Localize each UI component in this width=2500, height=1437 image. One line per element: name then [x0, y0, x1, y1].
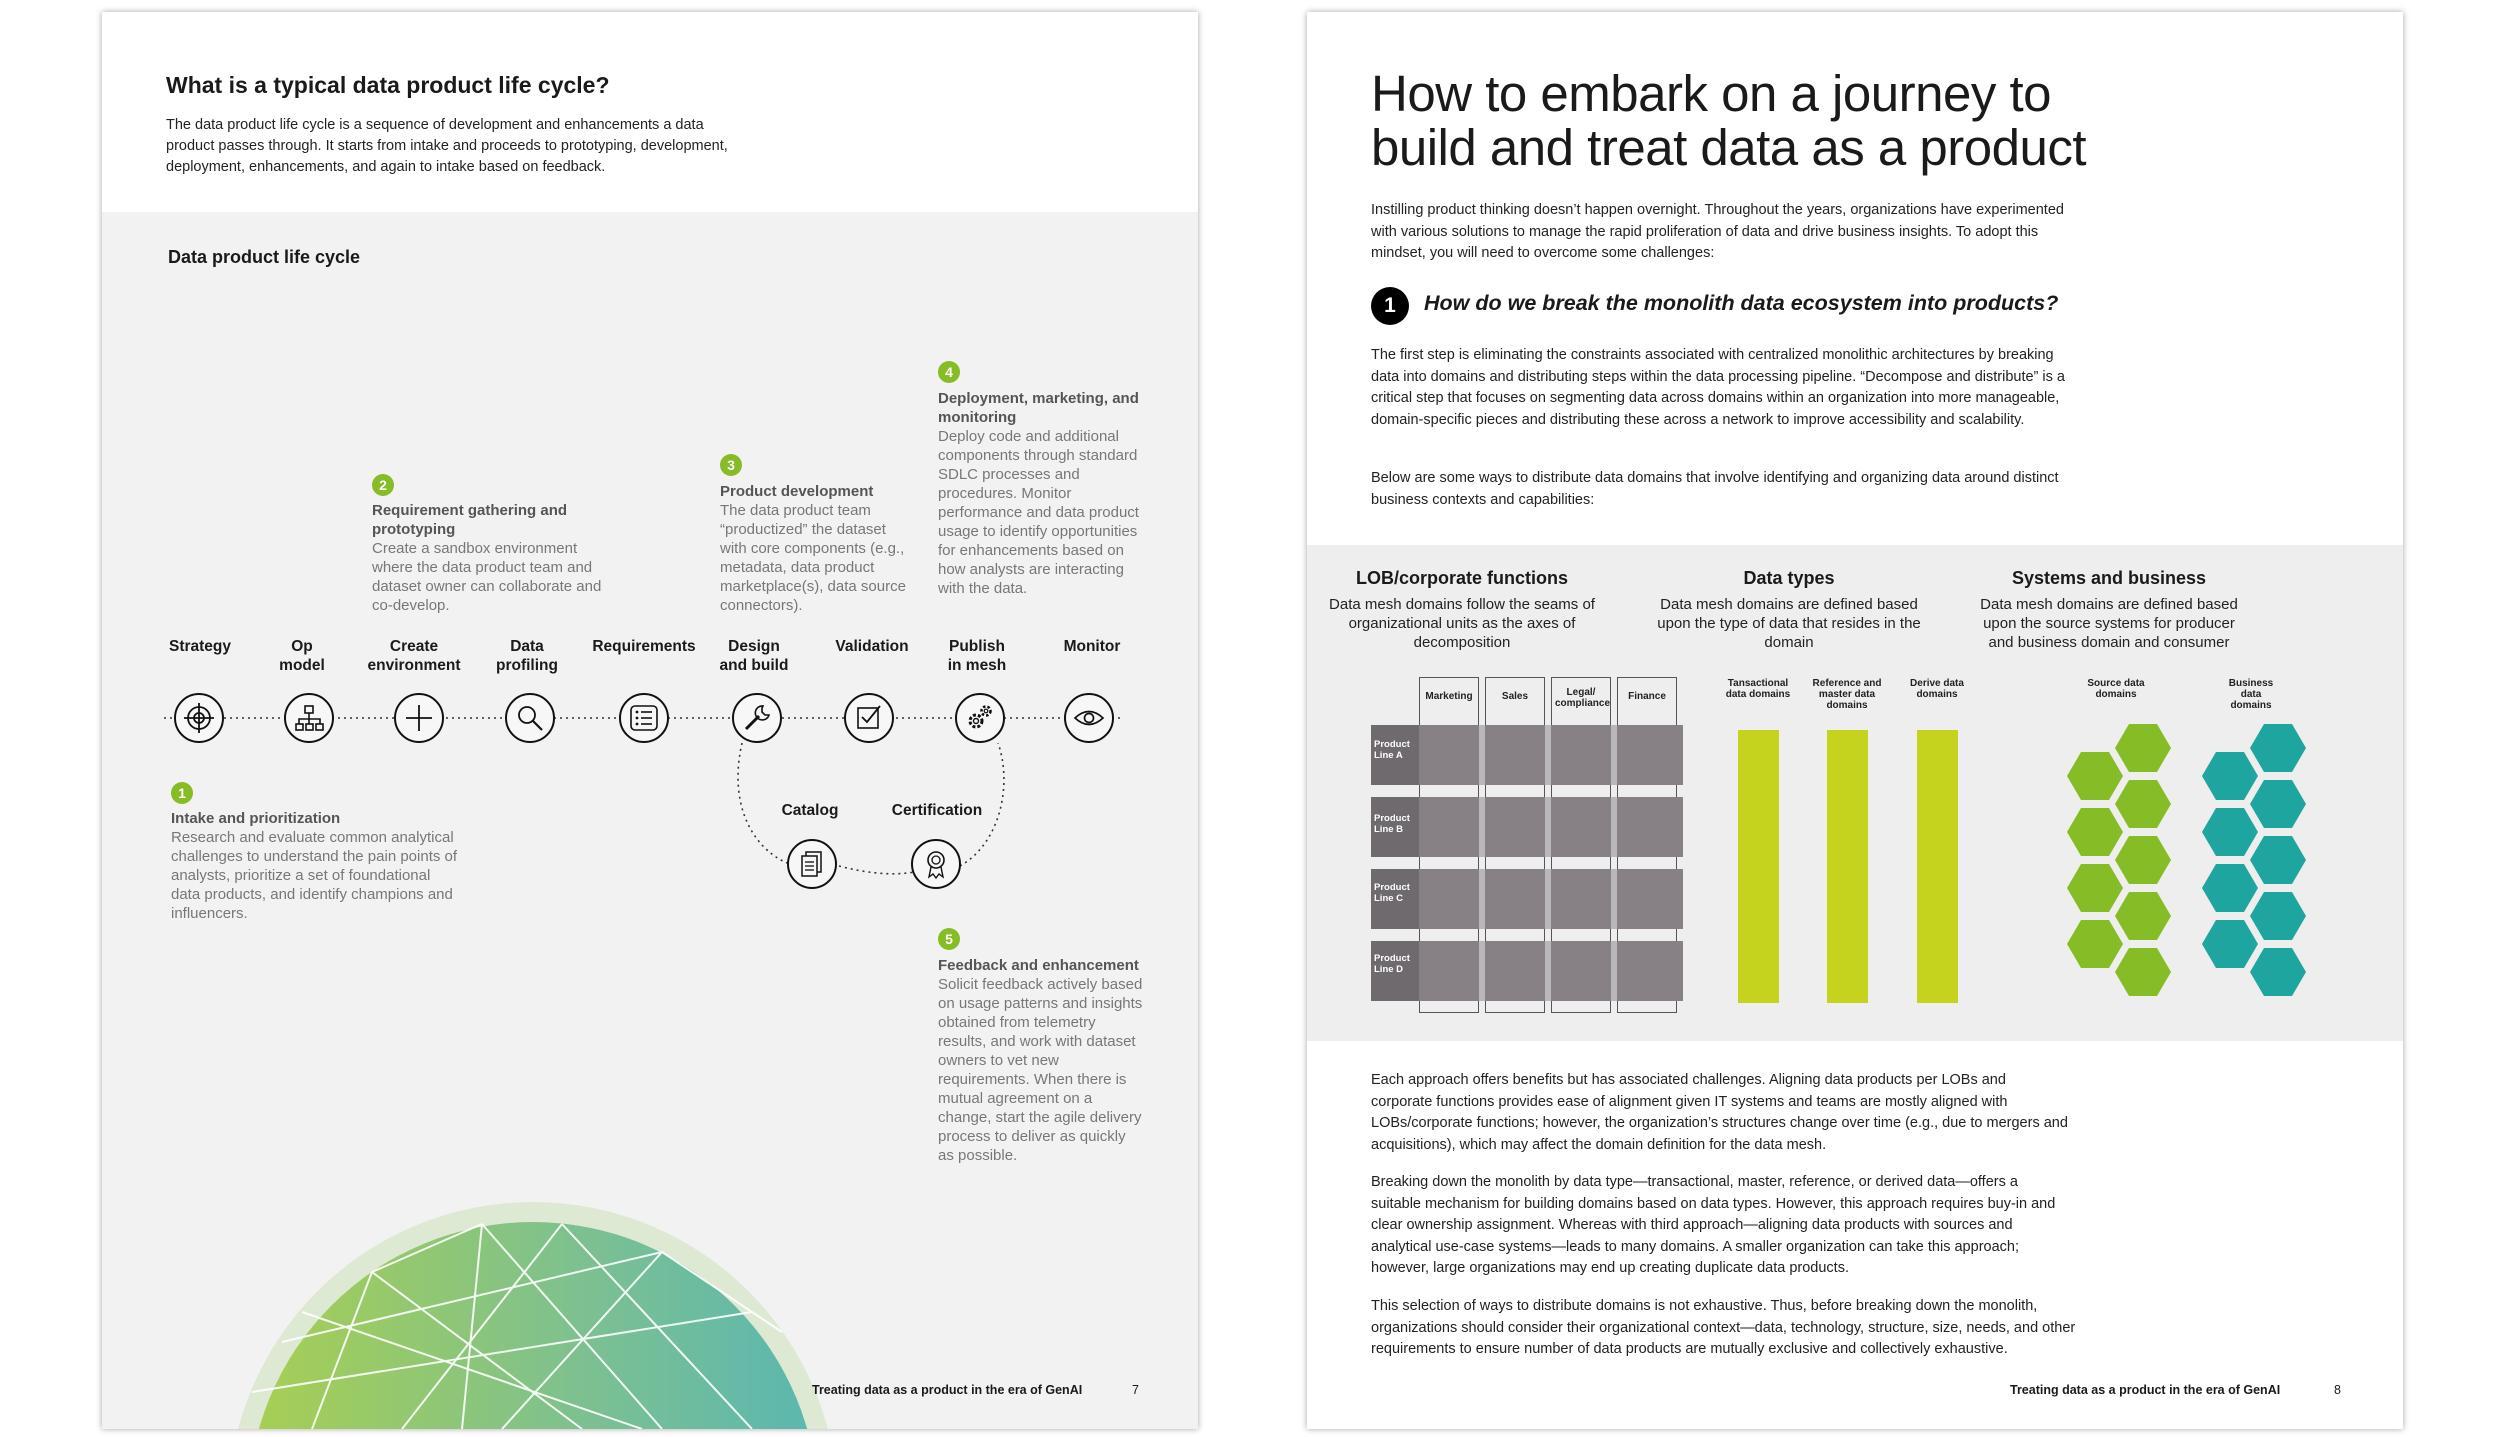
step-label-create-environment: Create environment: [367, 638, 461, 674]
question-number-badge: 1: [1371, 287, 1409, 325]
product-line-d-label: Product Line D: [1374, 953, 1410, 975]
page-number: 7: [1132, 1383, 1139, 1397]
phase-3-title: Product development: [720, 483, 874, 500]
phase-3-note: [720, 482, 910, 615]
function-label-marketing: Marketing: [1425, 691, 1473, 702]
phase-4-text: Deploy code and additional components through standard SDLC processes and procedures. Monitor performance and data product usage to identify opportunities for enhancements based on how analysts are interacting with the data.: [938, 428, 1139, 597]
data-type-label-derive: Derive data domains: [1910, 678, 1964, 700]
page-8: [1307, 12, 2403, 1429]
page-footer-title: Treating data as a product in the era of GenAI: [2010, 1383, 2281, 1397]
org-chart-icon: [286, 695, 332, 741]
phase-2-text: Create a sandbox environment where the data product team and dataset owner can collaborate and co-develop.: [372, 540, 602, 614]
system-label-business: Business data domains: [2228, 678, 2274, 711]
business-domain-hexagons: [2202, 724, 2306, 996]
page-title: What is a typical data product life cycle?: [166, 72, 610, 98]
data-profiling-step: [505, 693, 555, 743]
data-type-bar-reference: [1827, 730, 1868, 1003]
step-label-strategy: Strategy: [168, 638, 232, 655]
step-label-design-build: Design and build: [719, 638, 789, 674]
certification-step: [911, 839, 961, 889]
product-line-a-label: Product Line A: [1374, 739, 1410, 761]
page-footer-title: Treating data as a product in the era of GenAI: [812, 1383, 1083, 1397]
wrench-icon: [734, 695, 780, 741]
op-model-step: [284, 693, 334, 743]
product-line-b-label: Product Line B: [1374, 813, 1410, 835]
step-label-validation: Validation: [835, 638, 909, 655]
step-label-publish: Publish in mesh: [947, 638, 1007, 674]
phase-4-title: Deployment, marketing, and monitoring: [938, 390, 1139, 426]
system-label-source: Source data domains: [2087, 678, 2145, 700]
lifecycle-title: Data product life cycle: [168, 247, 361, 267]
intro-paragraph: Instilling product thinking doesn’t happen overnight. Throughout the years, organizations have experimented with various solutions to manage the rapid proliferation of data and drive business insights. To adopt this mindset, you will need to overcome some challenges:: [1371, 202, 2064, 261]
lob-matrix: [1371, 677, 1701, 1017]
magnifier-icon: [507, 695, 553, 741]
page-title: How to embark on a journey to build and treat data as a product: [1371, 65, 2087, 176]
sphere: [248, 1222, 818, 1429]
phase-3-text: The data product team “productized” the dataset with core components (e.g., metadata, data product marketplace(s), data source connectors).: [720, 502, 906, 614]
source-domain-hexagons: [2067, 724, 2171, 996]
phase-5-badge: 5: [938, 928, 960, 950]
step-label-requirements: Requirements: [592, 638, 696, 655]
phase-1-note: [171, 809, 461, 923]
function-label-sales: Sales: [1501, 691, 1529, 702]
phase-5-title: Feedback and enhancement: [938, 957, 1139, 974]
phase-4-badge: 4: [938, 361, 960, 383]
design-build-step: [732, 693, 782, 743]
product-line-c-label: Product Line C: [1374, 882, 1410, 904]
checkbox-icon: [846, 695, 892, 741]
paragraph-5: This selection of ways to distribute domains is not exhaustive. Thus, before breaking down the monolith, organizations should consider their organizational context—data, technology, structure, size, needs, and other requirements to ensure number of data products are mutually exclusive and collectively exhaustive.: [1371, 1298, 2076, 1357]
phase-3-badge: 3: [720, 454, 742, 476]
data-type-label-reference: Reference and master data domains: [1812, 678, 1882, 711]
phase-5-note: [938, 956, 1143, 1165]
requirements-step: [619, 693, 669, 743]
intro-paragraph: The data product life cycle is a sequence of development and enhancements a data product passes through. It starts from intake and proceeds to prototyping, development, deployment, enhancements, and again to intake based on feedback.: [166, 117, 728, 175]
column-title-lob: LOB/corporate functions: [1355, 568, 1568, 588]
eye-icon: [1066, 695, 1112, 741]
step-label-monitor: Monitor: [1063, 638, 1121, 655]
publish-step: [955, 693, 1005, 743]
page-7: [102, 12, 1198, 1429]
column-title-systems: Systems and business: [2011, 568, 2207, 588]
page-number: 8: [2334, 1383, 2341, 1397]
award-icon: [913, 841, 959, 887]
data-type-bar-transactional: [1738, 730, 1779, 1003]
phase-2-note: [372, 501, 602, 615]
column-desc-systems: Data mesh domains are defined based upon the source systems for producer and business domain and consumer: [1980, 596, 2238, 651]
phase-5-text: Solicit feedback actively based on usage patterns and insights obtained from telemetry results, and work with dataset owners to vet new requirements. When there is mutual agreement on a change, start the agile delivery process to deliver as quickly as possible.: [938, 976, 1143, 1164]
paragraph-1: The first step is eliminating the constraints associated with centralized monolithic architectures by breaking data into domains and distributing steps within the data processing pipeline. “Decompose and distribute” is a critical step that focuses on segmenting data across domains within an organization into more manageable, domain-specific pieces and distributing these across a network to improve accessibility and scalability.: [1371, 347, 2065, 428]
question-heading: How do we break the monolith data ecosystem into products?: [1424, 291, 2059, 315]
step-label-op-model: Op model: [279, 638, 325, 674]
function-label-legal: Legal/ compliance: [1555, 687, 1611, 709]
paragraph-2: Below are some ways to distribute data domains that involve identifying and organizing data around distinct business contexts and capabilities:: [1371, 470, 2059, 508]
strategy-step: [174, 693, 224, 743]
function-label-finance: Finance: [1628, 691, 1666, 702]
data-type-label-transactional: Tansactional data domains: [1725, 678, 1791, 700]
target-icon: [176, 695, 222, 741]
column-desc-lob: Data mesh domains follow the seams of organizational units as the axes of decomposition: [1329, 596, 1595, 651]
plus-icon: [396, 695, 442, 741]
row-separator: [1611, 725, 1617, 1001]
gears-icon: [957, 695, 1003, 741]
phase-4-note: [938, 389, 1143, 598]
documents-icon: [789, 841, 835, 887]
validation-step: [844, 693, 894, 743]
sub-step-label-certification: Certification: [891, 802, 983, 819]
phase-1-text: Research and evaluate common analytical challenges to understand the pain points of analysts, prioritize a set of foundational data products, and identify champions and influencers.: [171, 829, 458, 922]
phase-1-badge: 1: [171, 782, 193, 804]
row-separator: [1545, 725, 1551, 1001]
phase-2-badge: 2: [372, 474, 394, 496]
monitor-step: [1064, 693, 1114, 743]
hexagon-clusters: [2067, 724, 2327, 1014]
catalog-step: [787, 839, 837, 889]
step-label-data-profiling: Data profiling: [496, 638, 558, 674]
data-type-bar-derive: [1917, 730, 1958, 1003]
paragraph-3: Each approach offers benefits but has associated challenges. Aligning data products per LOBs and corporate functions provides ease of alignment given IT systems and teams are mostly aligned with LOBs/corporate functions; however, the organization’s structures change over time (e.g., due to mergers and acquisitions), which may affect the domain definition for the data mesh.: [1371, 1072, 2068, 1153]
phase-2-title: Requirement gathering and prototyping: [372, 502, 568, 538]
create-environment-step: [394, 693, 444, 743]
column-desc-data-types: Data mesh domains are defined based upon the type of data that resides in the domain: [1657, 596, 1921, 651]
sub-step-label-catalog: Catalog: [781, 802, 839, 819]
row-separator: [1479, 725, 1485, 1001]
list-icon: [621, 695, 667, 741]
phase-1-title: Intake and prioritization: [171, 810, 341, 827]
column-title-data-types: Data types: [1743, 568, 1835, 588]
paragraph-4: Breaking down the monolith by data type—transactional, master, reference, or derived data—offers a suitable mechanism for building domains based on data types. However, this approach requires buy-in and clear ownership assignment. Whereas with third approach—aligning data products with sources and analytical use-case systems—leads to many domains. A smaller organization can take this approach; however, large organizations may end up creating duplicate data products.: [1371, 1174, 2056, 1276]
